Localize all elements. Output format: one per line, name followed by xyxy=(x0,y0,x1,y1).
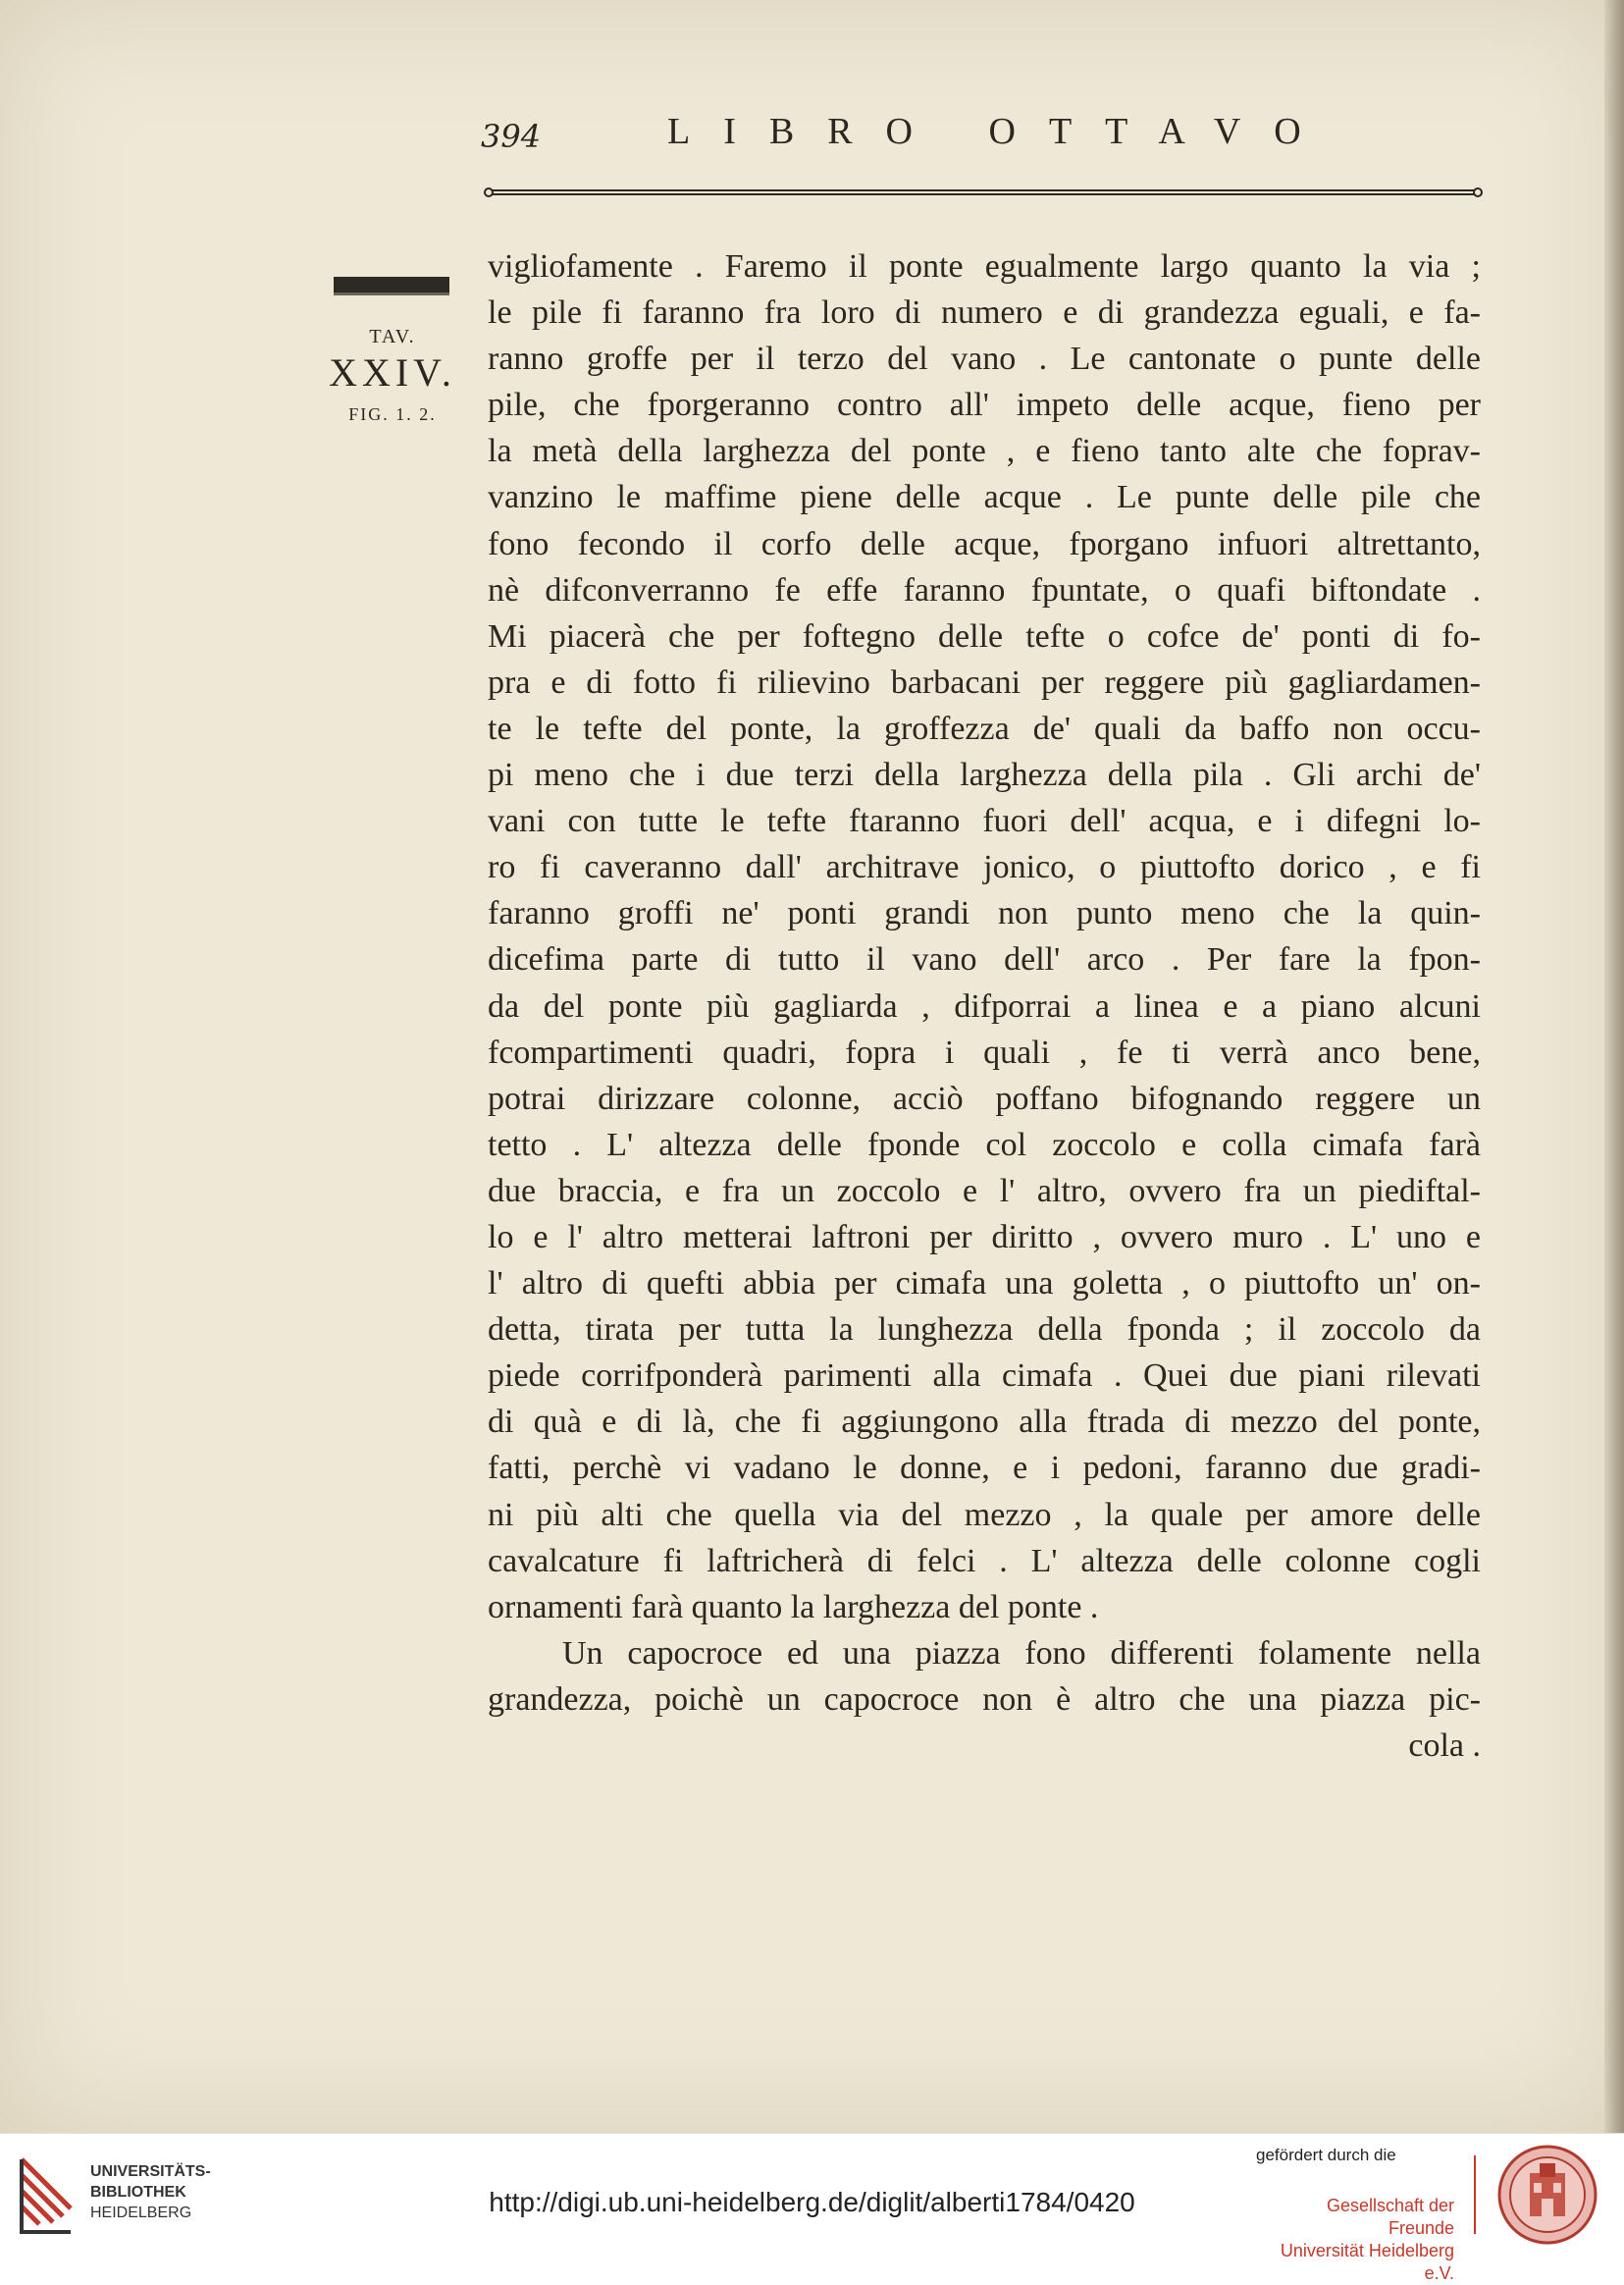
university-seal-icon xyxy=(1496,2144,1598,2246)
text-line: fono fecondo il corfo delle acque, fporgano infuori altrettanto, xyxy=(488,525,1481,562)
text-line: da del ponte più gagliarda , difporrai a linea e a piano alcuni xyxy=(488,987,1481,1025)
text-line: di quà e di là, che fi aggiungono alla ftrada di mezzo del ponte, xyxy=(488,1404,1481,1441)
text-line: fatti, perchè vi vadano le donne, e i pedoni, faranno due gradi- xyxy=(488,1450,1481,1487)
text-line: vanzino le maffime piene delle acque . Le punte delle pile che xyxy=(488,479,1481,516)
text-line: cavalcature fi laftricherà di felci . L' altezza delle colonne cogli xyxy=(488,1542,1481,1579)
text-line: pra e di fotto fi rilievino barbacani per reggere più gagliardamen- xyxy=(488,664,1481,701)
text-line: faranno groffi ne' ponti grandi non punto meno che la quin- xyxy=(488,895,1481,932)
text-line: Un capocroce ed una piazza fono differenti folamente nella xyxy=(562,1634,1481,1672)
ornamental-rule xyxy=(483,186,1484,198)
footer-bar xyxy=(0,2133,1624,2283)
text-line: ni più alti che quella via del mezzo , la quale per amore delle xyxy=(488,1496,1481,1533)
text-line: te le tefte del ponte, la groffezza de' quali da baffo non occu- xyxy=(488,710,1481,747)
text-line: potrai dirizzare colonne, acciò poffano bifognando reggere un xyxy=(488,1080,1481,1117)
text-line: l' altro di quefti abbia per cimafa una goletta , o piuttofto un' on- xyxy=(488,1265,1481,1302)
margin-bar xyxy=(334,277,449,295)
text-line: le pile fi faranno fra loro di numero e di grandezza eguali, e fa- xyxy=(488,294,1481,332)
running-head xyxy=(481,106,1492,165)
margin-note-figure: FIG. 1. 2. xyxy=(348,404,437,424)
page-number: 394 xyxy=(481,118,542,155)
library-name-line: BIBLIOTHEK xyxy=(90,2184,186,2201)
margin-note-plate-number: XXIV. xyxy=(329,350,456,395)
text-line: vigliofamente . Faremo il ponte egualmente largo quanto la via ; xyxy=(488,248,1481,285)
text-line: la metà della larghezza del ponte , e fieno tanto alte che foprav- xyxy=(488,433,1481,470)
sponsor-name xyxy=(1258,2195,1454,2285)
text-line: grandezza, poichè un capocroce non è altro che una piazza pic- xyxy=(488,1680,1481,1718)
text-line: vani con tutte le tefte ftaranno fuori dell' acqua, e i difegni lo- xyxy=(488,803,1481,840)
library-name-line: HEIDELBERG xyxy=(90,2205,192,2221)
text-line: lo e l' altro metterai laftroni per diritto , ovvero muro . L' uno e xyxy=(488,1218,1481,1255)
body-text xyxy=(488,243,1481,1769)
text-line: tetto . L' altezza delle fponde col zoccolo e colla cimafa farà xyxy=(488,1126,1481,1163)
text-line: fcompartimenti quadri, fopra i quali , fe ti verrà anco bene, xyxy=(488,1034,1481,1071)
text-line: ranno groffe per il terzo del vano . Le cantonate o punte delle xyxy=(488,341,1481,378)
footer-divider xyxy=(1474,2155,1476,2234)
margin-note-tav: TAV. xyxy=(369,326,416,347)
text-line: piede corrifponderà parimenti alla cimafa . Quei due piani rilevati xyxy=(488,1357,1481,1395)
text-line: ro fi caveranno dall' architrave jonico, o piuttofto dorico , e fi xyxy=(488,849,1481,886)
permalink-url[interactable]: http://digi.ub.uni-heidelberg.de/diglit/alberti1784/0420 xyxy=(489,2187,1135,2217)
sponsor-name-line: Universität Heidelberg e.V. xyxy=(1280,2241,1454,2283)
text-line: ornamenti farà quanto la larghezza del ponte . xyxy=(488,1588,1099,1625)
text-line: cola . xyxy=(1408,1727,1481,1764)
text-line: Mi piacerà che per foftegno delle tefte o cofce de' ponti di fo- xyxy=(488,617,1481,655)
text-line: detta, tirata per tutta la lunghezza della fponda ; il zoccolo da xyxy=(488,1311,1481,1349)
library-name-line: UNIVERSITÄTS- xyxy=(90,2163,211,2180)
text-line: dicefima parte di tutto il vano dell' arco . Per fare la fpon- xyxy=(488,941,1481,979)
text-line: due braccia, e fra un zoccolo e l' altro, ovvero fra un piediftal- xyxy=(488,1172,1481,1209)
funded-by-label: gefördert durch die xyxy=(1256,2146,1396,2164)
text-line: pi meno che i due terzi della larghezza della pila . Gli archi de' xyxy=(488,757,1481,794)
text-line: pile, che fporgeranno contro all' impeto delle acque, fieno per xyxy=(488,387,1481,424)
running-title: LIBRO OTTAVO xyxy=(667,111,1335,152)
text-line: nè difconverranno fe effe faranno fpuntate, o quafi biftondate . xyxy=(488,571,1481,609)
sponsor-name-line: Gesellschaft der Freunde xyxy=(1326,2196,1454,2238)
